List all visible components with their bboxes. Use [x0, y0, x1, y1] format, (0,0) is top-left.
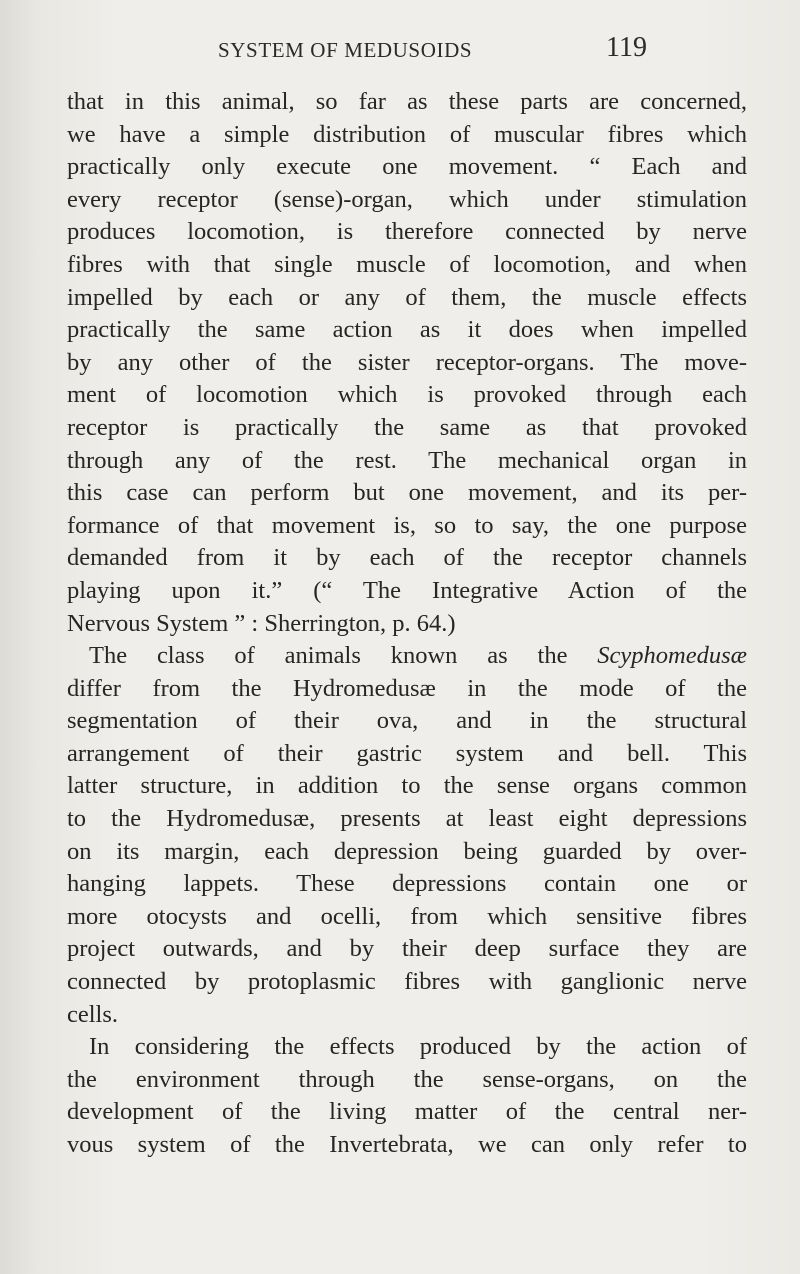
text-line: ment of locomotion which is provoked through each: [67, 381, 747, 409]
text-line: hanging lappets. These depressions contain one or: [67, 870, 747, 898]
body-text: [67, 86, 747, 1162]
text-line: cells.: [67, 1000, 119, 1028]
text-line: practically the same action as it does when impelled: [67, 316, 747, 344]
text-line: that in this animal, so far as these parts are concerned,: [67, 88, 747, 115]
text-line: playing upon it.” (“ The Integrative Action of the: [67, 576, 747, 604]
text-line-paragraph-start: [67, 640, 747, 673]
text-line: practically only execute one movement. “ Each and: [67, 153, 747, 181]
running-head: SYSTEM OF MEDUSOIDS: [218, 38, 473, 62]
text-line: connected by protoplasmic fibres with ganglionic nerve: [67, 968, 747, 996]
text-line: demanded from it by each of the receptor channels: [67, 544, 747, 572]
text-line: to the Hydromedusæ, presents at least eight depressions: [67, 805, 747, 833]
text-line: Nervous System ” : Sherrington, p. 64.): [67, 609, 456, 637]
text-line: we have a simple distribution of muscular fibres which: [67, 120, 747, 148]
text-line: vous system of the Invertebrata, we can only refer to: [67, 1131, 747, 1158]
text-line: this case can perform but one movement, and its per-: [67, 479, 747, 507]
text-line-paragraph-start: In considering the effects produced by the action of: [89, 1033, 747, 1061]
text-line: fibres with that single muscle of locomotion, and when: [67, 250, 747, 278]
text-line: formance of that movement is, so to say, the one purpose: [67, 511, 747, 539]
text-line: on its margin, each depression being guarded by over-: [67, 837, 747, 865]
text-line: latter structure, in addition to the sense organs common: [67, 772, 747, 800]
text-line: every receptor (sense)-organ, which under stimulation: [67, 185, 747, 213]
text-line: project outwards, and by their deep surface they are: [67, 935, 747, 963]
text-line: differ from the Hydromedusæ in the mode of the: [67, 674, 747, 702]
text-line: segmentation of their ova, and in the structural: [67, 707, 747, 735]
text-run: The class of animals known as the: [89, 642, 598, 670]
italic-term: Scyphomedusæ: [597, 642, 747, 670]
text-line: by any other of the sister receptor-organs. The move-: [67, 348, 747, 376]
page-header: [0, 32, 800, 72]
page-number: 119: [606, 32, 647, 63]
text-line: receptor is practically the same as that provoked: [67, 413, 747, 441]
text-line: the environment through the sense-organs, on the: [67, 1065, 747, 1093]
text-line: produces locomotion, is therefore connected by nerve: [67, 218, 747, 246]
text-line: development of the living matter of the central ner-: [67, 1098, 747, 1126]
text-line: through any of the rest. The mechanical organ in: [67, 446, 747, 474]
text-line: impelled by each or any of them, the muscle effects: [67, 283, 747, 311]
text-line: more otocysts and ocelli, from which sensitive fibres: [67, 902, 747, 930]
text-line: arrangement of their gastric system and bell. This: [67, 739, 747, 767]
